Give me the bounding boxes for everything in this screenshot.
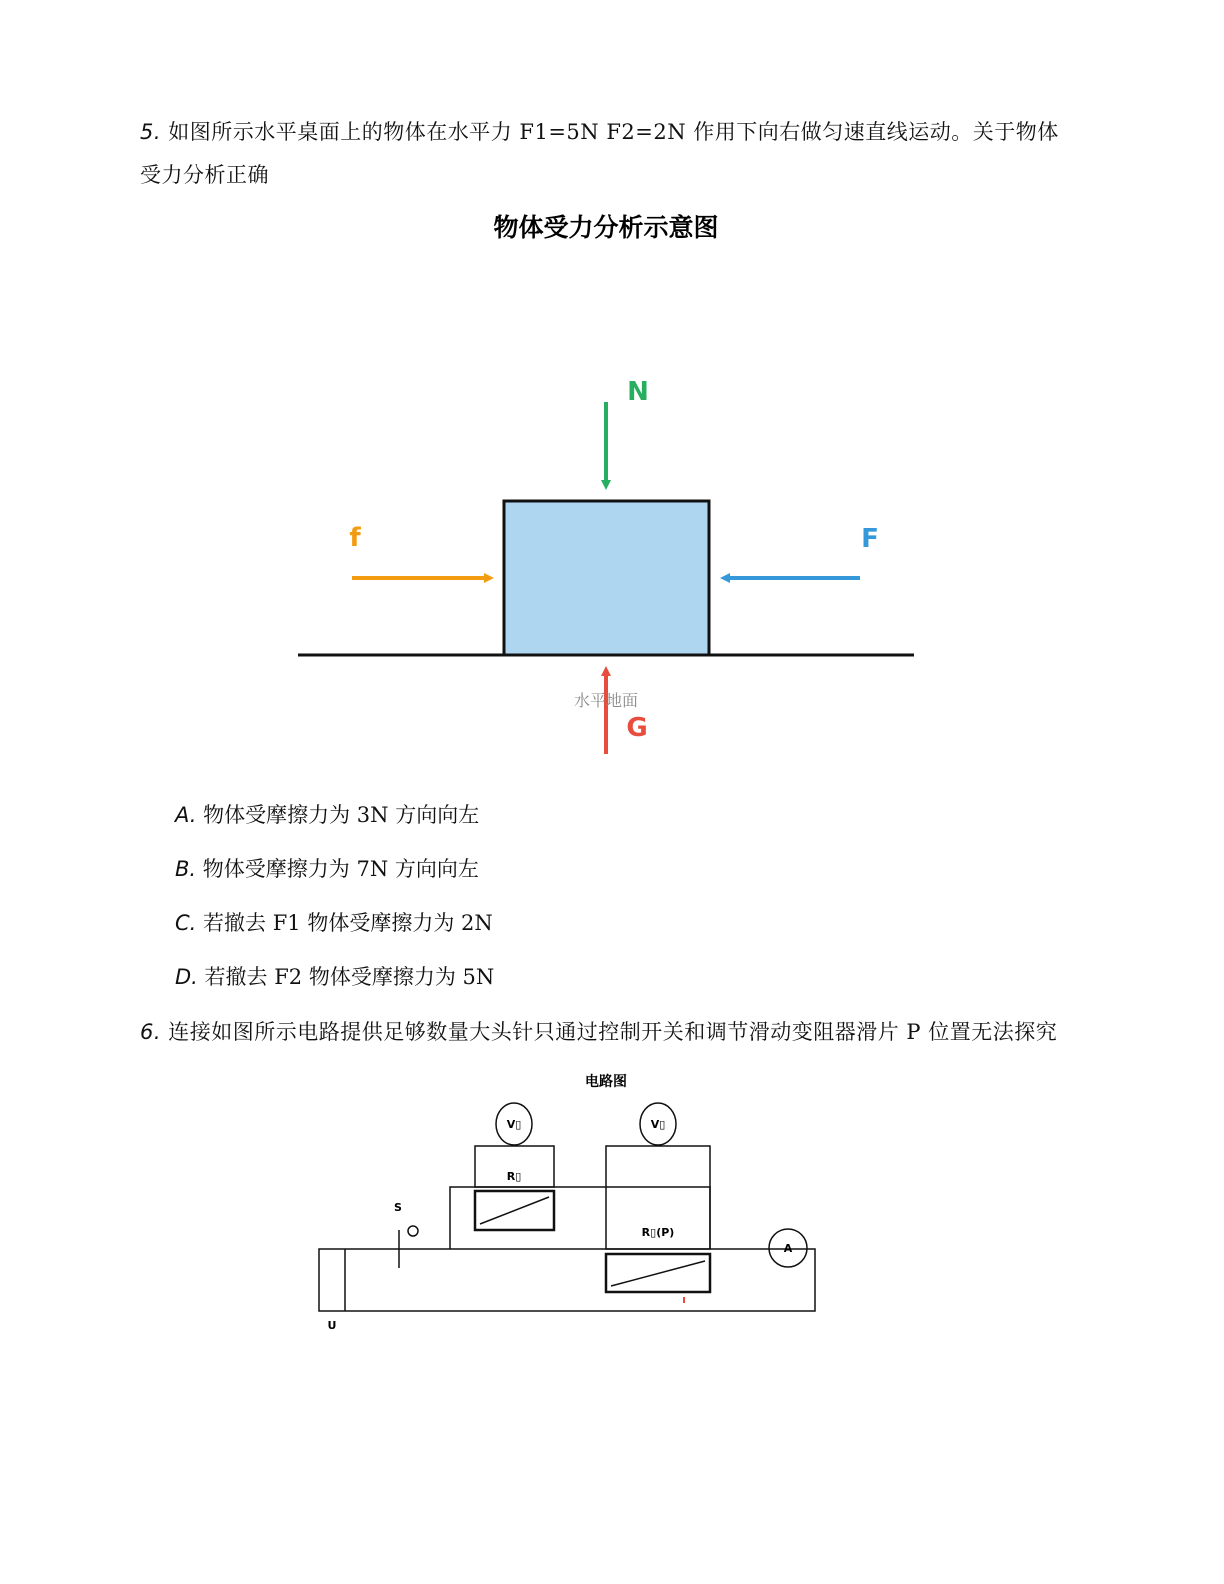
question-5-number: 5.: [140, 120, 162, 144]
option-b-letter: B.: [175, 857, 197, 881]
switch-label: S: [394, 1201, 402, 1214]
option-a-letter: A.: [175, 803, 197, 827]
resistor-1-slash: [480, 1197, 549, 1224]
ammeter-label: A: [783, 1242, 793, 1255]
normal-force-label: N: [627, 377, 649, 407]
circuit-title: 电路图: [585, 1074, 627, 1090]
question-5-text: 如图所示水平桌面上的物体在水平力 F1=5N F2=2N 作用下向右做匀速直线运动。关于物体: [168, 120, 1059, 144]
friction-force-label: f: [349, 523, 361, 553]
switch-contact: [408, 1226, 418, 1236]
option-c-letter: C.: [175, 911, 197, 935]
resistor-2-label: R▯(P): [641, 1226, 675, 1239]
question-5-line-2: 受力分析正确: [140, 163, 269, 187]
main-loop: [319, 1249, 815, 1311]
question-6-number: 6.: [140, 1020, 162, 1044]
gravity-force-label: G: [626, 713, 648, 743]
ground-label: 水平地面: [573, 691, 639, 710]
option-d-text: 若撤去 F2 物体受摩擦力为 5N: [204, 965, 495, 989]
question-6-text: 连接如图所示电路提供足够数量大头针只通过控制开关和调节滑动变阻器滑片 P 位置无法探究: [168, 1020, 1058, 1044]
option-d-letter: D.: [175, 965, 198, 989]
option-a-text: 物体受摩擦力为 3N 方向向左: [203, 803, 480, 827]
upper-branch: [450, 1187, 710, 1249]
source-label: U: [327, 1319, 337, 1332]
resistor-1-label: R▯: [506, 1170, 522, 1183]
option-b-text: 物体受摩擦力为 7N 方向向左: [202, 857, 479, 881]
voltmeter-1-label: V▯: [506, 1118, 522, 1131]
force-diagram-title: 物体受力分析示意图: [493, 213, 719, 242]
voltmeter-2-label: V▯: [650, 1118, 666, 1131]
option-c-text: 若撤去 F1 物体受摩擦力为 2N: [203, 911, 493, 935]
resistor-2-slash: [611, 1261, 705, 1286]
applied-force-label: F: [861, 524, 879, 554]
